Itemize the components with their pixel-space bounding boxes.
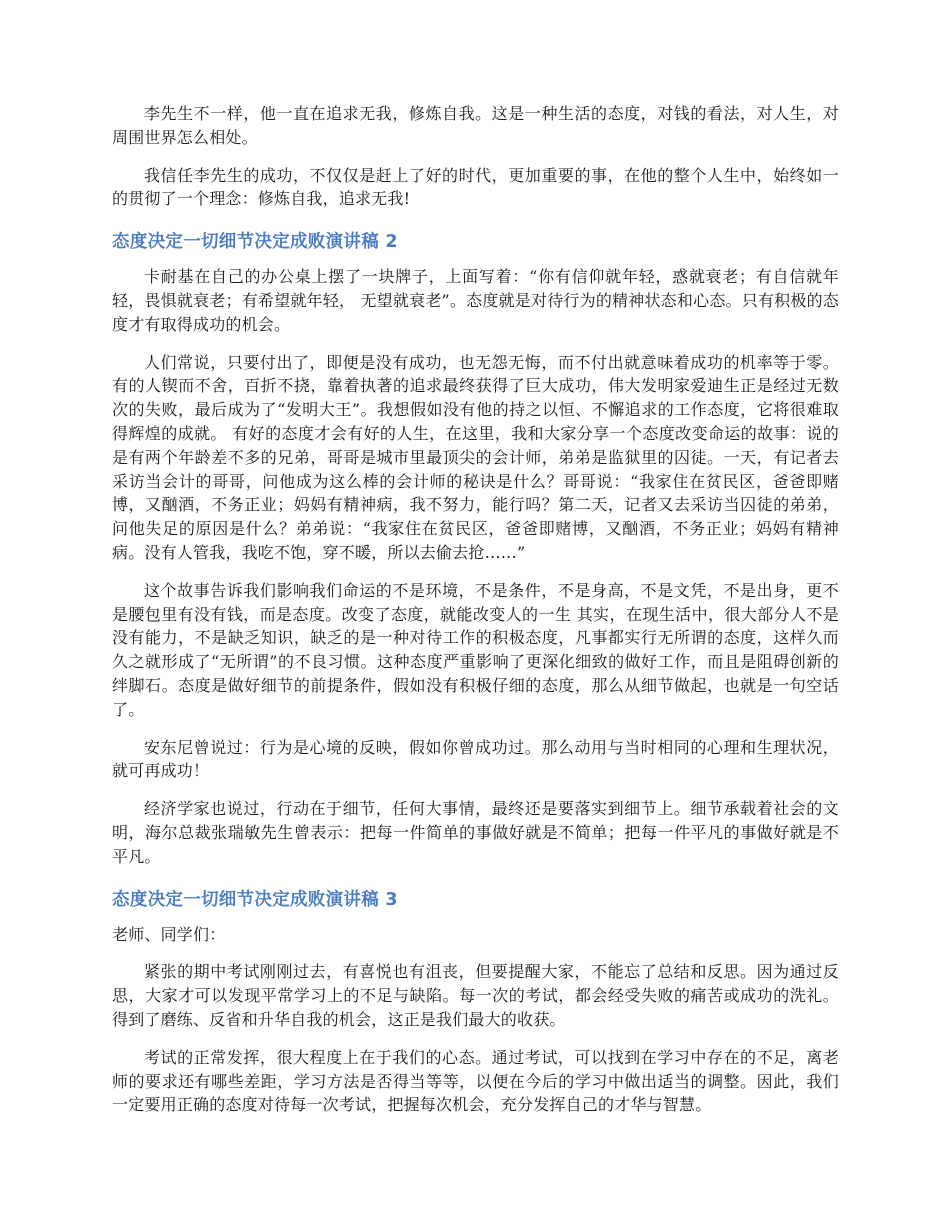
section-heading-3: 态度决定一切细节决定成败演讲稿 3 [112,889,398,910]
paragraph: 这个故事告诉我们影响我们命运的不是环境，不是条件，不是身高，不是文凭，不是出身，更不是腰包里有没有钱，而是态度。改变了态度，就能改变人的一生 其实，在现生活中，很大部分人不是没有能力，不是缺乏知识，缺乏的是一种对待工作的积极态度，凡事都实行无所谓的态度，这样久而久之就形成了“无所谓”的不良习惯。这种态度严重影响了更深化细致的做好工作，而且是阻碍创新的绊脚石。态度是做好细节的前提条件，假如没有积极仔细的态度，那么从细节做起，也就是一句空话了。 [112,580,839,719]
document-page [112,102,839,1131]
salutation: 老师、同学们： [112,924,226,944]
paragraph: 我信任李先生的成功，不仅仅是赶上了好的时代，更加重要的事，在他的整个人生中，始终如一的贯彻了一个理念：修炼自我，追求无我! [112,165,839,209]
paragraph: 安东尼曾说过：行为是心境的反映，假如你曾成功过。那么动用与当时相同的心理和生理状况，就可再成功！ [112,737,839,781]
paragraph: 李先生不一样，他一直在追求无我，修炼自我。这是一种生活的态度，对钱的看法，对人生，对周围世界怎么相处。 [112,104,839,147]
paragraph: 人们常说，只要付出了，即便是没有成功，也无怨无悔，而不付出就意味着成功的机率等于零。有的人锲而不舍，百折不挠，靠着执著的追求最终获得了巨大成功，伟大发明家爱迪生正是经过无数次的失败，最后成为了“发明大王”。我想假如没有他的持之以恒、不懈追求的工作态度，它将很难取得辉煌的成就。 有好的态度才会有好的人生，在这里，我和大家分享一个态度改变命运的故事：说的是有两个年龄差不多的兄弟，哥哥是城市里最顶尖的会计师，弟弟是监狱里的囚徒。一天，有记者去采访当会计的哥哥，问他成为这么棒的会计师的秘诀是什么？哥哥说：“我家住在贫民区，爸爸即赌博，又酗酒，不务正业；妈妈有精神病，我不努力，能行吗？第二天，记者又去采访当囚徒的弟弟，问他失足的原因是什么？弟弟说：“我家住在贫民区，爸爸即赌博，又酗酒，不务正业；妈妈有精神病。没有人管我，我吃不饱，穿不暖，所以去偷去抢……” [112,352,839,562]
paragraph: 经济学家也说过，行动在于细节，任何大事情，最终还是要落实到细节上。细节承载着社会的文明，海尔总裁张瑞敏先生曾表示：把每一件简单的事做好就是不简单；把每一件平凡的事做好就是不平凡。 [112,799,839,866]
paragraph: 紧张的期中考试刚刚过去，有喜悦也有沮丧，但要提醒大家，不能忘了总结和反思。因为通过反思，大家才可以发现平常学习上的不足与缺陷。每一次的考试，都会经受失败的痛苦或成功的洗礼。得到了磨练、反省和升华自我的机会，这正是我们最大的收获。 [112,962,839,1029]
paragraph: 卡耐基在自己的办公桌上摆了一块牌子，上面写着：“你有信仰就年轻，惑就衰老；有自信就年轻，畏惧就衰老；有希望就年轻， 无望就衰老”。态度就是对待行为的精神状态和心态。只有积极的态度才有取得成功的机会。 [112,267,839,334]
section-heading-2: 态度决定一切细节决定成败演讲稿 2 [112,232,398,253]
paragraph: 考试的正常发挥，很大程度上在于我们的心态。通过考试，可以找到在学习中存在的不足，离老师的要求还有哪些差距，学习方法是否得当等等，以便在今后的学习中做出适当的调整。因此，我们一定要用正确的态度对待每一次考试，把握每次机会，充分发挥自己的才华与智慧。 [112,1047,839,1115]
